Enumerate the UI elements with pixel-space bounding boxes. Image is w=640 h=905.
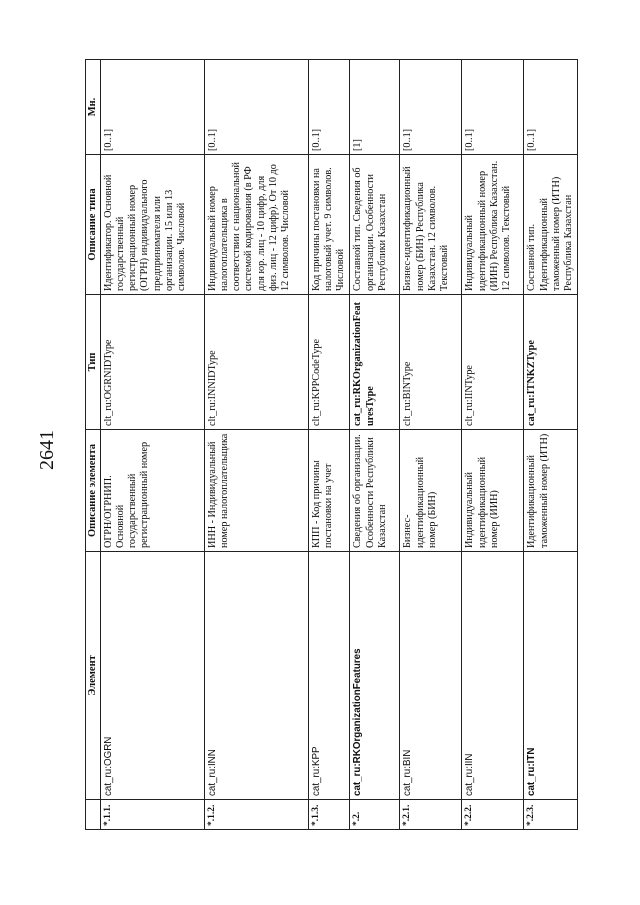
- row-element: cat_ru:BIN: [400, 552, 462, 800]
- row-number: *.2.3.: [524, 800, 577, 830]
- rotated-page: [85, 60, 615, 830]
- header-element-desc: Описание элемента: [86, 430, 101, 552]
- row-element: cat_ru:INN: [205, 552, 309, 800]
- table-header: [86, 60, 101, 830]
- row-type-desc: Составной тип. Сведения об организации. Особенности Республики Казахстан: [350, 155, 400, 295]
- row-type: clt_ru:BINType: [400, 295, 462, 430]
- row-number: *.2.: [350, 800, 400, 830]
- row-mult: [0..1]: [309, 60, 350, 155]
- table-row: [462, 60, 524, 830]
- row-element-desc: Сведения об организации. Особенности Республики Казахстан: [350, 430, 400, 552]
- row-element: cat_ru:OGRN: [101, 552, 205, 800]
- row-element: cat_ru:ITN: [524, 552, 577, 800]
- row-number: *.1.1.: [101, 800, 205, 830]
- row-type: clt_ru:IINType: [462, 295, 524, 430]
- row-mult: [0..1]: [400, 60, 462, 155]
- row-mult: [0..1]: [101, 60, 205, 155]
- spec-table: [85, 59, 578, 830]
- row-type-desc: Код причины постановки на налоговый учет. 9 символов. Числовой: [309, 155, 350, 295]
- row-type-desc: Бизнес-идентификационный номер (БИН) Республика Казахстан. 12 символов. Текстовый: [400, 155, 462, 295]
- table-row: [309, 60, 350, 830]
- row-element: cat_ru:RKOrganizationFeatures: [350, 552, 400, 800]
- row-mult: [1]: [350, 60, 400, 155]
- row-type: cat_ru:RKOrganizationFeaturesType: [350, 295, 400, 430]
- row-type: cat_ru:ITNKZType: [524, 295, 577, 430]
- row-element-desc: Идентификационный таможенный номер (ИТН): [524, 430, 577, 552]
- row-number: *.2.1.: [400, 800, 462, 830]
- row-type: clt_ru:KPPCodeType: [309, 295, 350, 430]
- row-element-desc: КПП - Код причины постановки на учет: [309, 430, 350, 552]
- row-element-desc: ОГРН/ОГРНИП. Основной государственный регистрационный номер: [101, 430, 205, 552]
- header-number: [86, 800, 101, 830]
- row-number: *.1.3.: [309, 800, 350, 830]
- row-element-desc: Индивидуальный идентификационный номер (ИИН): [462, 430, 524, 552]
- row-type: clt_ru:INNIDType: [205, 295, 309, 430]
- row-mult: [0..1]: [524, 60, 577, 155]
- row-type-desc: Идентификатор. Основной государственный регистрационный номер (ОГРН) индивидуального предпринимателя или организации. 15 или 13 символов. Числовой: [101, 155, 205, 295]
- row-mult: [0..1]: [205, 60, 309, 155]
- row-element-desc: ИНН - Индивидуальный номер налогоплательщика: [205, 430, 309, 552]
- row-element: cat_ru:IIN: [462, 552, 524, 800]
- row-number: *.1.2.: [205, 800, 309, 830]
- row-number: *.2.2.: [462, 800, 524, 830]
- header-type: Тип: [86, 295, 101, 430]
- table-row: [400, 60, 462, 830]
- row-element: cat_ru:KPP: [309, 552, 350, 800]
- table-row: [205, 60, 309, 830]
- header-mult: Мн.: [86, 60, 101, 155]
- row-type-desc: Индивидуальный идентификационный номер (ИИН) Республика Казахстан. 12 символов. Текстовый: [462, 155, 524, 295]
- table-row: [101, 60, 205, 830]
- row-type-desc: Составной тип. Идентификационный таможенный номер (ИТН) Республика Казахстан: [524, 155, 577, 295]
- row-element-desc: Бизнес-идентификационный номер (БИН): [400, 430, 462, 552]
- row-mult: [0..1]: [462, 60, 524, 155]
- page-number: 2641: [36, 430, 58, 470]
- row-type-desc: Индивидуальный номер налогоплательщика в соответствии с национальной системой кодирования (в РФ для юр. лиц - 10 цифр, для физ. лиц - 12 цифр). От 10 до 12 символов. Числовой: [205, 155, 309, 295]
- header-type-desc: Описание типа: [86, 155, 101, 295]
- header-element: Элемент: [86, 552, 101, 800]
- row-type: clt_ru:OGRNIDType: [101, 295, 205, 430]
- table-row: [524, 60, 577, 830]
- table-row-group: [350, 60, 400, 830]
